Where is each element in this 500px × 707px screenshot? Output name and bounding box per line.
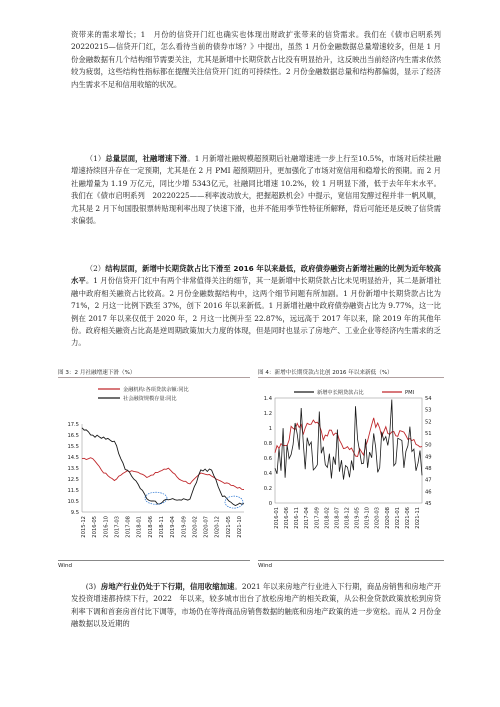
figure-4-chart xyxy=(258,380,444,558)
y-tick-label: 9.5 xyxy=(70,510,79,516)
series-line-1 xyxy=(82,458,244,490)
plot-frame xyxy=(275,398,422,503)
paragraph-total-level xyxy=(71,153,441,227)
section-heading: 结构层面，新增中长期贷款占比下滑至 2016 年以来最低，政府债券融资占新增社融的比例为近年较高水平 xyxy=(71,264,441,286)
x-tick-label: 2021-05 xyxy=(225,516,232,538)
x-tick-label: 2019-04 xyxy=(170,516,177,538)
series-line-long-term-loan-share xyxy=(275,400,422,480)
x-tick-label: 2021-10 xyxy=(237,516,243,538)
y-tick-label: 16.5 xyxy=(67,433,79,439)
y-tick-label-right: 54 xyxy=(425,396,432,402)
section-number: （1） xyxy=(85,154,106,163)
y-tick-label: 17.5 xyxy=(67,422,79,428)
x-tick-label: 2017-04 xyxy=(304,507,311,529)
paragraph-intro: 资带来的需求增长；1 月份的信贷开门红也确实也体现出财政扩张带来的信贷需求。我们在《债市启明系列 20220215—信贷开门红，怎么看待当前的债券市场？》中提出，虽然 1 月份金融数据总量增速较多，但是 1 月份金融数据有几个结构细节需要关注，尤其是新增中长期贷款占比没有明显抬升，这反映出当前经济内生需求依然较为疲弱，这些结构性指标都在提醒关注信贷开门红的可持续性。2 月份金融数据总量和结构都偏弱，显示了经济内生需求不足和信用收缩的状况。 xyxy=(71,30,449,89)
x-tick-label: 2016-11 xyxy=(294,507,301,529)
x-tick-label: 2020-02 xyxy=(192,516,199,538)
figure-4-bottom-rule xyxy=(258,560,444,561)
y-tick-label-left: 1.2 xyxy=(263,411,272,417)
y-tick-label-left: 0.6 xyxy=(263,456,272,462)
legend-label: 社会融资规模存量:同比 xyxy=(123,396,177,402)
section-number: (3) xyxy=(85,582,97,591)
figure-4-source: Wind xyxy=(258,563,273,569)
legend-label: PMI xyxy=(405,390,415,396)
section-body: 。1 月份信贷开门红中有两个非常值得关注的细节，其一是新增中长期贷款占比未见明显抬升，其二是新增社融中政府相关融资占比较高。2 月份金融数据结构中，这两个细节问题有所加剧。1 月份新增中长期贷款占比为 71%，2 月这一比例下跌至 37%，创下 2016 年以来新低。1 月新增社融中政府债券融资占比为 9.77%，这一比例在 2017 年以来仅低于 2020 年，2 月这一比例升至 22.87%，远远高于 2017 年以来，除 2019 年的其他年份。政府相关融资占比高是逆周期政策加大力度的体现，但是同时也显示了房地产、工业企业等经济内生需求的乏力。 xyxy=(71,276,441,348)
section-body: 。1 月新增社融规模超预期后社融增速进一步上行至10.5%，市场对后续社融增速持续回升存在一定预期，尤其是在 2 月 PMI 超预期回升，更加强化了市场对宽信用和稳增长的预期。而 2 月社融增量为 1.19 万亿元，同比少增 5343亿元，社融同比增速 10.2%，较 1 月明显下滑，低于去年年末水平。我们在《债市启明系列 20220225——利率波动放大，把握超跌机会》中提示，宽信用发酵过程并非一帆风顺，尤其是 2 月下旬国股银票转贴现利率出现了快速下滑，也并不能用季节性特征所解释，背后可能还是反映了信贷需求偏弱。 xyxy=(71,154,441,226)
x-tick-label: 2016-06 xyxy=(284,507,291,529)
x-tick-label: 2021-01 xyxy=(394,507,401,529)
series-line-pmi xyxy=(275,418,422,457)
figure-4-title: 图 4：新增中长期贷款占比创 2016 年以来新低（%） xyxy=(258,370,393,376)
x-tick-label: 2018-12 xyxy=(344,507,351,529)
x-tick-label: 2021-06 xyxy=(404,507,411,529)
x-tick-label: 2017-09 xyxy=(314,507,321,529)
figure-3-title: 图 3：2 月社融增速下滑（%） xyxy=(58,370,136,376)
x-tick-label: 2017-08 xyxy=(125,516,132,538)
x-tick-label: 2016-05 xyxy=(92,516,99,538)
y-tick-label: 15.5 xyxy=(67,444,79,450)
figure-3-source: Wind xyxy=(58,563,73,569)
y-tick-label-right: 46 xyxy=(425,489,432,496)
y-tick-label: 11.5 xyxy=(67,488,79,494)
x-tick-label: 2018-06 xyxy=(147,516,154,538)
x-tick-label: 2019-10 xyxy=(364,507,371,529)
figure-3-chart xyxy=(58,380,250,558)
highlight-circle xyxy=(225,496,243,508)
section-number: （2） xyxy=(85,264,106,273)
y-tick-label: 12.5 xyxy=(67,477,79,483)
x-tick-label: 2021-11 xyxy=(415,507,421,529)
figure-3-bottom-rule xyxy=(58,560,250,561)
y-tick-label: 14.5 xyxy=(67,455,79,461)
y-tick-label: 13.5 xyxy=(67,466,79,472)
y-tick-label-left: 0.2 xyxy=(263,486,272,492)
y-tick-label-left: 1 xyxy=(268,426,272,432)
paragraph-real-estate xyxy=(71,581,441,631)
section-heading: 总量层面，社融增速下滑 xyxy=(105,154,188,163)
y-tick-label-right: 49 xyxy=(425,454,432,461)
section-body: 。2021 年以来房地产行业进入下行期，商品房销售和房地产开发投资增速都持续下行，2022 年以来，较多城市出台了放松房地产的相关政策，从公积金贷款政策放松到房贷利率下调和首套房首付比下调等，市场仍在等待商品房销售数据的触底和房地产政策的进一步宽松。而从 2 月份金融数据以及近期的 xyxy=(71,582,441,629)
x-tick-label: 2016-10 xyxy=(103,516,110,538)
y-tick-label-right: 48 xyxy=(425,466,432,472)
legend-label: 新增中长期贷款占比 xyxy=(317,390,364,396)
x-tick-label: 2020-12 xyxy=(214,516,221,538)
figure-4-rule xyxy=(258,377,444,378)
x-tick-label: 2017-03 xyxy=(114,516,121,538)
y-tick-label-left: 0 xyxy=(268,501,272,507)
x-tick-label: 2015-12 xyxy=(81,516,87,538)
x-tick-label: 2019-05 xyxy=(354,507,361,529)
x-tick-label: 2020-03 xyxy=(374,507,381,529)
y-tick-label-right: 53 xyxy=(425,407,432,414)
y-tick-label-right: 51 xyxy=(425,431,432,437)
x-tick-label: 2018-02 xyxy=(324,507,331,529)
y-tick-label-left: 0.8 xyxy=(263,441,272,447)
figure-3-rule xyxy=(58,377,250,378)
x-tick-label: 2018-01 xyxy=(136,516,143,538)
legend-label: 金融机构:各项贷款余额:同比 xyxy=(123,387,189,393)
y-tick-label-right: 47 xyxy=(425,477,432,484)
y-tick-label-right: 50 xyxy=(425,442,432,449)
section-heading: 房地产行业仍处于下行期，信用收缩加速 xyxy=(100,582,235,591)
y-tick-label-right: 52 xyxy=(425,419,432,426)
y-tick-label-left: 1.4 xyxy=(263,396,272,402)
y-tick-label: 10.5 xyxy=(67,499,79,505)
y-tick-label-left: 0.4 xyxy=(263,471,272,477)
x-tick-label: 2018-11 xyxy=(159,516,165,538)
y-tick-label-right: 45 xyxy=(425,501,432,507)
x-tick-label: 2019-09 xyxy=(181,516,188,538)
x-tick-label: 2016-01 xyxy=(274,507,280,529)
x-tick-label: 2020-07 xyxy=(203,516,210,538)
paragraph-structure-level xyxy=(71,263,441,350)
x-tick-label: 2018-07 xyxy=(334,507,341,529)
x-tick-label: 2020-08 xyxy=(384,507,391,529)
